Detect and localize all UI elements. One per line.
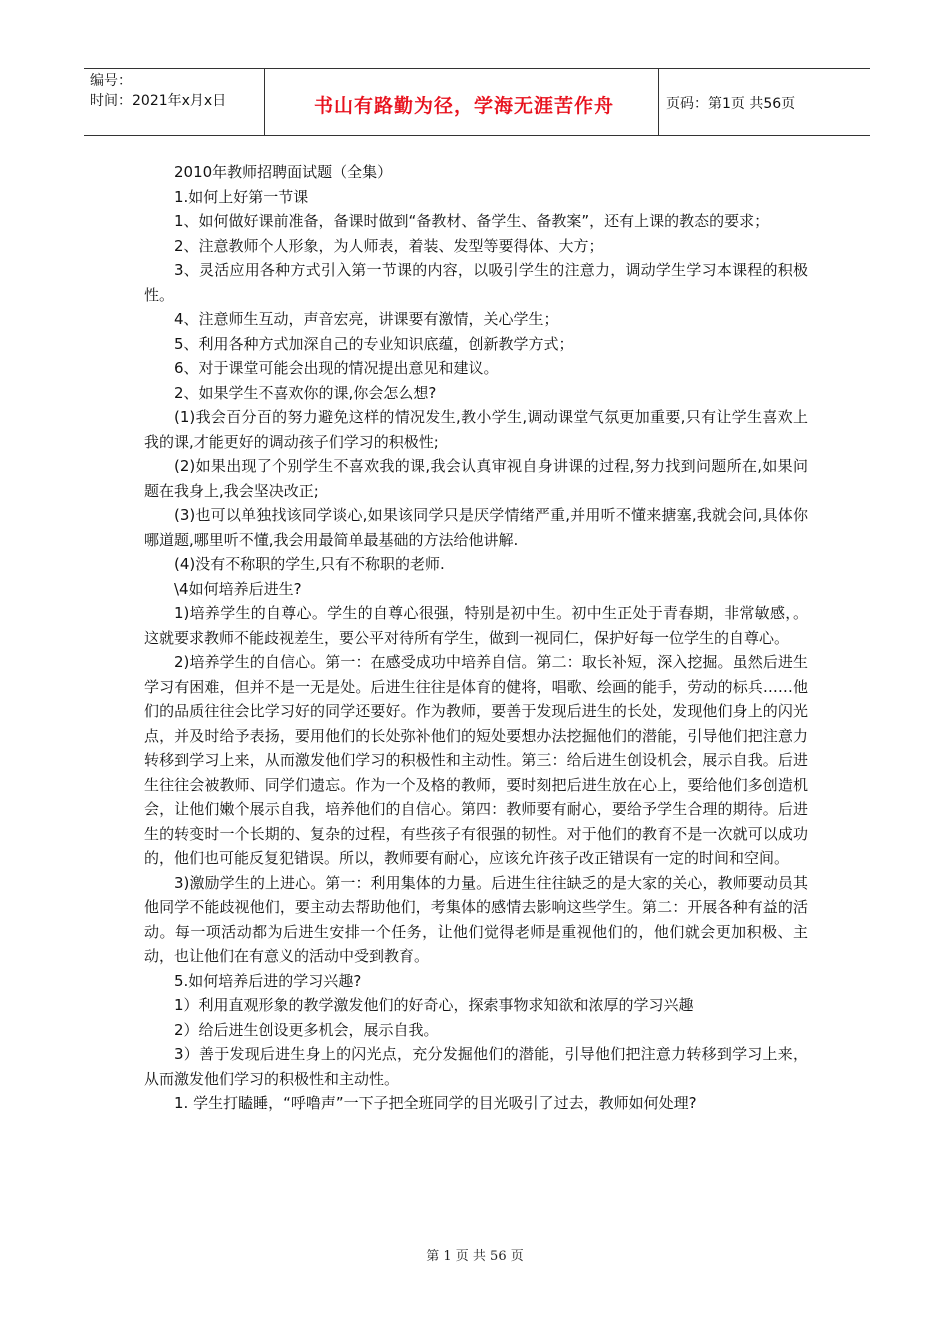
- paragraph: (3)也可以单独找该同学谈心,如果该同学只是厌学情绪严重,并用听不懂来搪塞,我就会问,具体你哪道题,哪里听不懂,我会用最简单最基础的方法给他讲解.: [144, 506, 808, 549]
- section-heading: 2、如果学生不喜欢你的课,你会怎么想?: [174, 383, 437, 402]
- paragraph: 5、利用各种方式加深自己的专业知识底蕴，创新教学方式；: [174, 334, 574, 353]
- header-page-info: 页码：第1页 共56页: [666, 96, 796, 112]
- paragraph: (2)如果出现了个别学生不喜欢我的课,我会认真审视自身讲课的过程,努力找到问题所在,如果问题在我身上,我会坚决改正;: [144, 457, 808, 500]
- section-heading: 1.如何上好第一节课: [174, 187, 309, 206]
- paragraph: 1、如何做好课前准备，备课时做到“备教材、备学生、备教案”，还有上课的教态的要求；: [174, 212, 770, 230]
- header-divider-left: [264, 69, 265, 135]
- paragraph: 2)培养学生的自信心。第一：在感受成功中培养自信。第二：取长补短，深入挖掘。虽然后进生学习有困难，但并不是一无是处。后进生往往是体育的健将，唱歌、绘画的能手，劳动的标兵……他们的品质往往会比学习好的同学还要好。作为教师，要善于发现后进生的长处，发现他们身上的闪光点，并及时给予表扬，要用他们的长处弥补他们的短处要想办法挖掘他们的潜能，引导他们把注意力转移到学习上来，从而激发他们学习的积极性和主动性。第三：给后进生创设机会，展示自我。后进生往往会被教师、同学们遗忘。作为一个及格的教师，要时刻把后进生放在心上，要给他们多创造机会，让他们嫩个展示自我，培养他们的自信心。第四：教师要有耐心，要给予学生合理的期待。后进生的转变时一个长期的、复杂的过程，有些孩子有很强的韧性。对于他们的教育不是一次就可以成功的，他们也可能反复犯错误。所以，教师要有耐心，应该允许孩子改正错误有一定的时间和空间。: [144, 653, 808, 867]
- document-number: 编号：: [90, 73, 132, 89]
- header-meta: [90, 71, 226, 111]
- paragraph: (4)没有不称职的学生,只有不称职的老师.: [174, 555, 445, 573]
- paragraph: 4、注意师生互动，声音宏亮，讲课要有激情，关心学生；: [174, 310, 559, 328]
- paragraph: (1)我会百分百的努力避免这样的情况发生,教小学生,调动课堂气氛更加重要,只有让学生喜欢上我的课,才能更好的调动孩子们学习的积极性;: [144, 408, 808, 451]
- page-header: [84, 68, 870, 136]
- document-date: 时间：2021年x月x日: [90, 93, 227, 109]
- section-heading: 1. 学生打瞌睡，“呼噜声”一下子把全班同学的目光吸引了过去，教师如何处理?: [174, 1094, 697, 1112]
- header-motto: 书山有路勤为径，学海无涯苦作舟: [313, 95, 614, 117]
- document-title: 2010年教师招聘面试题（全集）: [174, 163, 393, 181]
- header-divider-right: [658, 69, 659, 135]
- page-footer: 第 1 页 共 56 页: [426, 1249, 524, 1264]
- paragraph: 2、注意教师个人形象，为人师表，着装、发型等要得体、大方；: [174, 236, 604, 255]
- paragraph: 1）利用直观形象的教学激发他们的好奇心，探索事物求知欲和浓厚的学习兴趣: [174, 996, 694, 1014]
- section-heading: \4如何培养后进生?: [174, 579, 302, 598]
- paragraph: 3、灵活应用各种方式引入第一节课的内容，以吸引学生的注意力，调动学生学习本课程的积极性。: [144, 261, 808, 304]
- paragraph: 1)培养学生的自尊心。学生的自尊心很强，特别是初中生。初中生正处于青春期，非常敏感，。这就要求教师不能歧视差生，要公平对待所有学生，做到一视同仁，保护好每一位学生的自尊心。: [144, 604, 808, 647]
- paragraph: 6、对于课堂可能会出现的情况提出意见和建议。: [174, 359, 499, 377]
- document-body: [144, 160, 808, 1116]
- section-heading: 5.如何培养后进的学习兴趣?: [174, 971, 362, 990]
- paragraph: 2）给后进生创设更多机会，展示自我。: [174, 1020, 439, 1039]
- paragraph: 3)激励学生的上进心。第一：利用集体的力量。后进生往往缺乏的是大家的关心，教师要动员其他同学不能歧视他们，要主动去帮助他们，考集体的感情去影响这些学生。第二：开展各种有益的活动。每一项活动都为后进生安排一个任务，让他们觉得老师是重视他们的，他们就会更加积极、主动，也让他们在有意义的活动中受到教育。: [144, 873, 808, 965]
- paragraph: 3）善于发现后进生身上的闪光点，充分发掘他们的潜能，引导他们把注意力转移到学习上来，从而激发他们学习的积极性和主动性。: [144, 1045, 808, 1088]
